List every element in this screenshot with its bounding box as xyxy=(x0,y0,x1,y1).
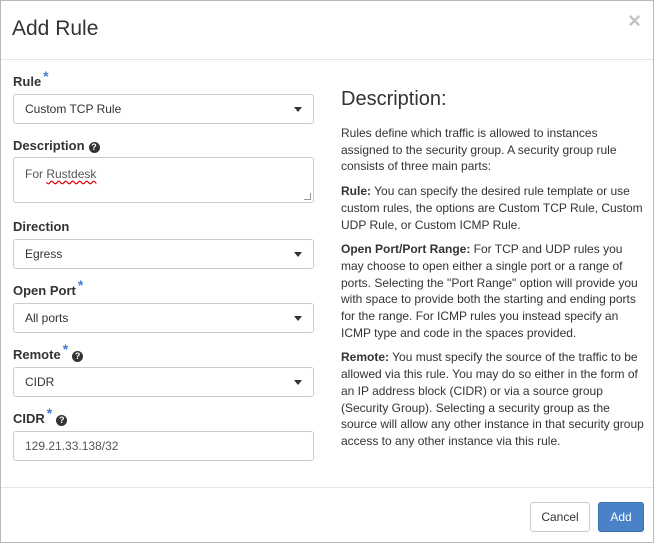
help-port-term: Open Port/Port Range: xyxy=(341,242,471,257)
help-circle-icon[interactable]: ? xyxy=(89,142,100,153)
description-textarea[interactable] xyxy=(13,157,314,203)
cidr-input[interactable] xyxy=(13,431,314,461)
open-port-label-text: Open Port xyxy=(13,283,76,298)
dialog-header xyxy=(1,1,653,60)
help-circle-icon[interactable]: ? xyxy=(72,351,83,362)
direction-select[interactable] xyxy=(13,239,314,269)
help-intro: Rules define which traffic is allowed to instances assigned to the security group. A security group rule consists of three main parts: xyxy=(341,126,617,174)
rule-label-text: Rule xyxy=(13,74,42,89)
open-port-label xyxy=(13,277,84,298)
help-rule-term: Rule: xyxy=(341,184,371,199)
help-port-text: For TCP and UDP rules you may choose to open either a single port or a range of ports. Selecting the "Port Range" option will provide you with space to provide both the starting and ending ports for the range. For ICMP rules you instead specify an ICMP type and code in the spaces provided. xyxy=(341,242,638,340)
description-value-prefix: For xyxy=(25,167,47,181)
direction-label xyxy=(13,219,69,234)
required-asterisk: * xyxy=(43,68,49,84)
cidr-label xyxy=(13,405,67,426)
cidr-label-text: CIDR xyxy=(13,411,45,426)
required-asterisk: * xyxy=(77,277,84,293)
resize-handle[interactable] xyxy=(304,193,311,200)
rule-label xyxy=(13,68,49,89)
help-rule-paragraph xyxy=(341,183,646,233)
help-remote-term: Remote: xyxy=(341,350,390,365)
description-label xyxy=(13,138,100,153)
remote-select-value: CIDR xyxy=(25,375,55,389)
required-asterisk: * xyxy=(62,341,69,357)
dialog-footer xyxy=(1,487,653,543)
remote-label-text: Remote xyxy=(13,347,61,362)
required-asterisk: * xyxy=(46,405,53,421)
rule-select-value: Custom TCP Rule xyxy=(25,102,122,116)
help-remote-paragraph xyxy=(341,349,646,449)
chevron-down-icon xyxy=(294,107,302,112)
chevron-down-icon xyxy=(294,316,302,321)
rule-select[interactable] xyxy=(13,94,314,124)
help-rule-text: You can specify the desired rule template or use custom rules, the options are Custom TCP Rule, Custom UDP Rule, or Custom ICMP Rule. xyxy=(341,184,643,232)
cancel-button[interactable]: Cancel xyxy=(530,502,590,532)
help-remote-text: You must specify the source of the traffic to be allowed via this rule. You may do so either in the form of an IP address block (CIDR) or via a source group (Security Group). Selecting a security group as the source will allow any other instance in that security group access to any other instance via this rule. xyxy=(341,350,644,448)
direction-select-value: Egress xyxy=(25,247,63,261)
close-icon[interactable]: × xyxy=(628,8,641,33)
cidr-input-value: 129.21.33.138/32 xyxy=(25,439,119,453)
help-circle-icon[interactable]: ? xyxy=(56,415,67,426)
help-heading: Description: xyxy=(341,88,447,110)
chevron-down-icon xyxy=(294,252,302,257)
description-label-text: Description xyxy=(13,138,85,153)
remote-label xyxy=(13,341,83,362)
help-port-paragraph xyxy=(341,241,646,341)
open-port-select[interactable] xyxy=(13,303,314,333)
direction-label-text: Direction xyxy=(13,219,70,234)
chevron-down-icon xyxy=(294,380,302,385)
help-panel xyxy=(341,87,646,458)
open-port-select-value: All ports xyxy=(25,311,69,325)
dialog-title: Add Rule xyxy=(12,17,99,40)
description-value xyxy=(25,167,96,181)
description-value-misspelled: Rustdesk xyxy=(46,167,97,181)
add-button[interactable]: Add xyxy=(598,502,644,532)
remote-select[interactable] xyxy=(13,367,314,397)
